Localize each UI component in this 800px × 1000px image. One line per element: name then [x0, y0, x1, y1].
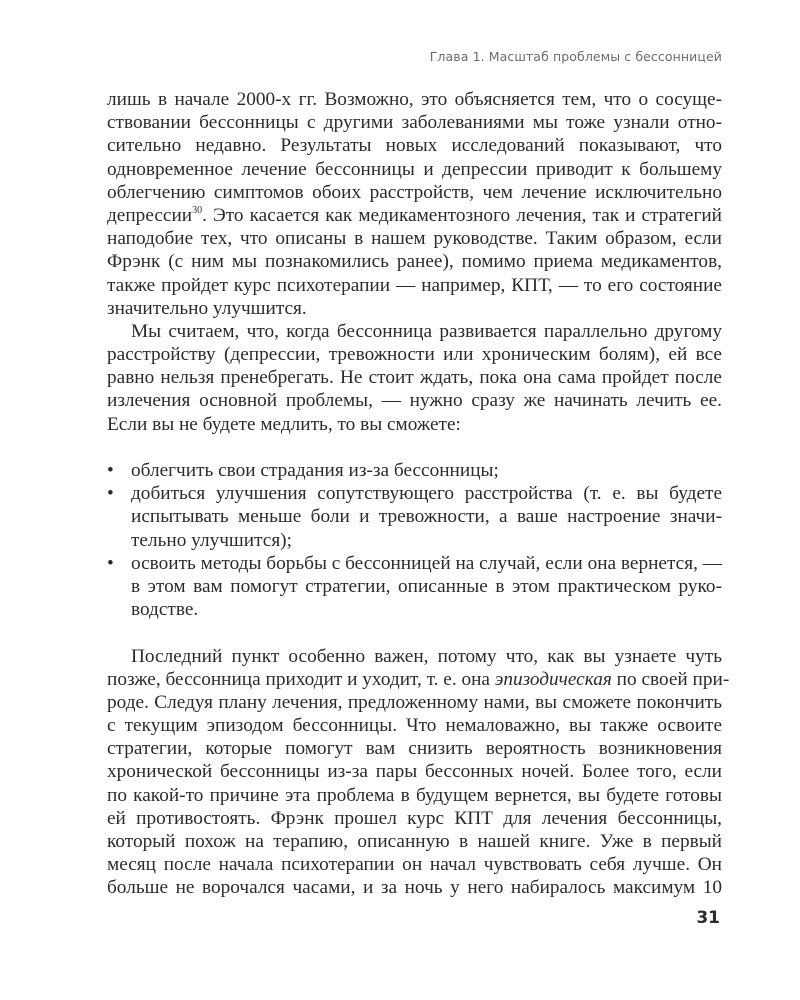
- emphasized-term: эпизодическая: [494, 668, 612, 690]
- text-line: Если вы не будете медлить, то вы сможете:: [107, 413, 461, 435]
- text-line: ствовании бессонницы с другими заболеваниями мы тоже узнали отно-: [107, 112, 722, 134]
- bullet-list: [107, 459, 722, 621]
- text-line: облегчению симптомов обоих расстройств, чем лечение исключительно: [107, 181, 722, 203]
- text-line: равно нельзя пренебрегать. Не стоит ждать, пока она сама пройдет после: [107, 367, 722, 389]
- text-line: одновременное лечение бессонницы и депрессии приводит к большему: [107, 158, 722, 180]
- list-item: [107, 552, 722, 622]
- body-text: [107, 88, 730, 900]
- text-line: [107, 482, 722, 505]
- text-line: [107, 204, 722, 227]
- text-line: лишь в начале 2000-х гг. Возможно, это объясняется тем, что о сосуще-: [107, 89, 722, 110]
- text-line: водстве.: [131, 599, 199, 621]
- list-item-text: освоить методы борьбы с бессонницей на случай, если она вернется, —: [131, 552, 722, 574]
- bullet-icon: •: [107, 552, 114, 574]
- text-line: также пройдет курс психотерапии — например, КПТ, — то его состояние: [107, 274, 722, 296]
- text-line: [107, 459, 722, 482]
- bullet-icon: •: [107, 460, 114, 481]
- text-line: тельно улучшится);: [131, 529, 292, 551]
- list-item: [107, 482, 722, 552]
- text-line: хронической бессонницы из-за пары бессонных ночей. Более того, если: [107, 761, 722, 783]
- list-item: [107, 459, 722, 482]
- spacer: [107, 436, 722, 459]
- text-line: Мы считаем, что, когда бессонница развивается параллельно другому: [131, 320, 722, 342]
- paragraph-1: [107, 88, 722, 320]
- text-line: наподобие тех, что описаны в нашем руководстве. Таким образом, если: [107, 228, 722, 250]
- text-line: расстройству (депрессии, тревожности или хроническим болям), ей все: [107, 344, 722, 366]
- text-line: [107, 552, 722, 575]
- text-fragment: . Это касается как медикаментозного лечения, так и стратегий: [202, 204, 722, 226]
- paragraph-3: [107, 645, 730, 900]
- text-fragment: позже, бессонница приходит и уходит, т. е. она: [107, 668, 495, 690]
- text-line: излечения основной проблемы, — нужно сразу же начинать лечить ее.: [107, 390, 722, 412]
- bullet-icon: •: [107, 483, 114, 505]
- list-item-text: добиться улучшения сопутствующего расстройства (т. е. вы будете: [131, 483, 722, 505]
- text-line: роде. Следуя плану лечения, предложенному нами, вы сможете покончить: [107, 691, 722, 713]
- text-line: который похож на терапию, описанную в нашей книге. Уже в первый: [107, 831, 722, 852]
- text-line: стратегии, которые помогут вам снизить вероятность возникновения: [107, 738, 722, 760]
- list-item-text: облегчить свои страдания из-за бессонницы;: [131, 460, 499, 481]
- text-line: месяц после начала психотерапии он начал чувствовать себя лучше. Он: [107, 854, 722, 876]
- paragraph-2: [107, 320, 722, 436]
- running-header: Глава 1. Масштаб проблемы с бессонницей: [429, 49, 722, 64]
- text-fragment: депрессии: [107, 204, 193, 226]
- footnote-reference[interactable]: 30: [192, 204, 203, 216]
- text-line: в этом вам помогут стратегии, описанные в этом практическом руко-: [131, 575, 722, 597]
- text-line: по какой-то причине эта проблема в будущем вернется, вы будете готовы: [107, 784, 722, 806]
- text-line: больше не ворочался часами, и за ночь у него набиралось максимум 10: [107, 877, 722, 899]
- text-line: сительно недавно. Результаты новых исследований показывают, что: [107, 135, 722, 157]
- text-line: Последний пункт особенно важен, потому что, как вы узнаете чуть: [131, 645, 722, 667]
- text-line: значительно улучшится.: [107, 297, 307, 319]
- text-line: [107, 668, 730, 691]
- text-line: ей противостоять. Фрэнк прошел курс КПТ для лечения бессонницы,: [107, 807, 722, 829]
- text-line: Фрэнк (с ним мы познакомились ранее), помимо приема медикаментов,: [107, 251, 722, 273]
- text-line: испытывать меньше боли и тревожности, а ваше настроение значи-: [131, 506, 722, 528]
- text-line: с текущим эпизодом бессонницы. Что немаловажно, вы также освоите: [107, 715, 722, 737]
- text-fragment: по своей при-: [611, 668, 730, 690]
- spacer: [107, 621, 722, 644]
- page-number: 31: [696, 908, 720, 928]
